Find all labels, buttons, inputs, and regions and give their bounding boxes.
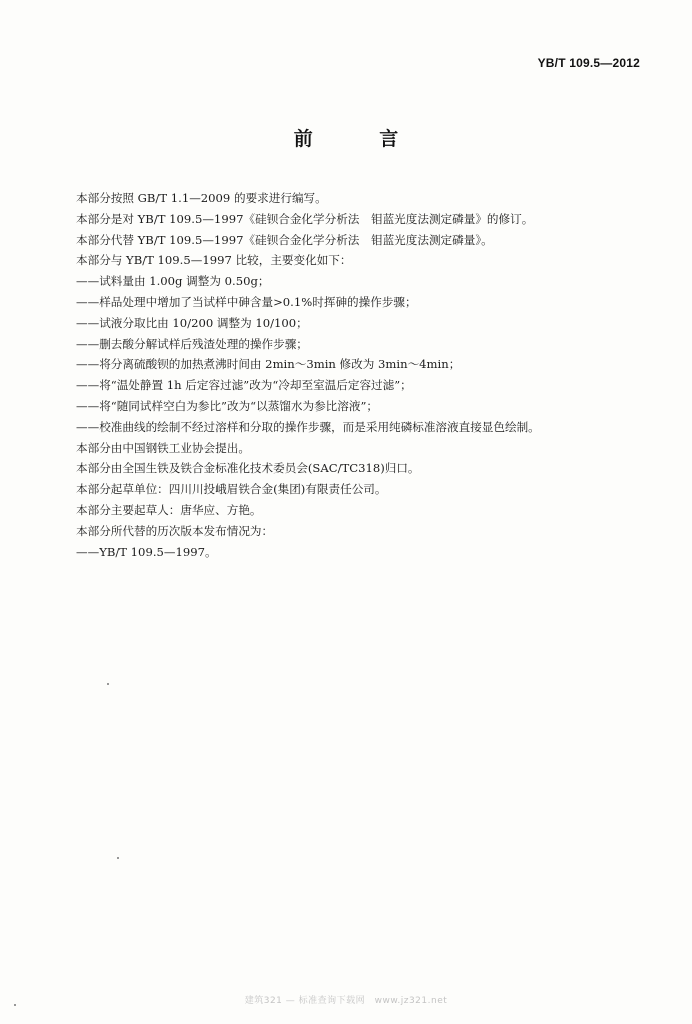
- foreword-line: 本部分所代替的历次版本发布情况为：: [76, 523, 274, 538]
- change-item: ——将“温处静置 1h 后定容过滤”改为“冷却至室温后定容过滤”；: [76, 378, 412, 393]
- change-item: ——将“随同试样空白为参比”改为“以蒸馏水为参比溶液”；: [76, 398, 378, 413]
- scan-speck: [107, 683, 109, 685]
- foreword-line: ——YB/T 109.5—1997。: [76, 544, 217, 559]
- change-item: ——删去酸分解试样后残渣处理的操作步骤；: [76, 336, 308, 351]
- foreword-line: 本部分是对 YB/T 109.5—1997《硅钡合金化学分析法 钼蓝光度法测定磷量》的修订。: [76, 211, 534, 226]
- foreword-line: 本部分与 YB/T 109.5—1997 比较，主要变化如下：: [76, 253, 352, 268]
- change-item: ——试液分取比由 10/200 调整为 10/100；: [76, 315, 308, 330]
- foreword-line: 本部分代替 YB/T 109.5—1997《硅钡合金化学分析法 钼蓝光度法测定磷量》。: [76, 232, 493, 247]
- foreword-line: 本部分由中国钢铁工业协会提出。: [76, 440, 250, 455]
- change-item: ——将分离硫酸钡的加热煮沸时间由 2min～3min 修改为 3min～4min；: [76, 357, 461, 372]
- foreword-line: 本部分由全国生铁及铁合金标准化技术委员会(SAC/TC318)归口。: [76, 461, 420, 476]
- foreword-line: 本部分起草单位：四川川投峨眉铁合金(集团)有限责任公司。: [76, 482, 387, 497]
- foreword-body: [76, 188, 636, 562]
- scan-speck: [117, 857, 119, 859]
- change-item: ——校准曲线的绘制不经过溶样和分取的操作步骤，而是采用纯磷标准溶液直接显色绘制。: [76, 419, 540, 434]
- foreword-line: 本部分主要起草人：唐华应、方艳。: [76, 502, 262, 517]
- watermark: 建筑321 — 标准查询下载网 www.jz321.net: [244, 996, 448, 1006]
- change-item: ——试料量由 1.00g 调整为 0.50g；: [76, 274, 270, 289]
- page-title: 前 言: [293, 128, 429, 150]
- foreword-line: 本部分按照 GB/T 1.1—2009 的要求进行编写。: [76, 191, 327, 205]
- change-item: ——样品处理中增加了当试样中砷含量>0.1%时挥砷的操作步骤；: [76, 294, 417, 309]
- document-code: YB/T 109.5—2012: [537, 56, 640, 70]
